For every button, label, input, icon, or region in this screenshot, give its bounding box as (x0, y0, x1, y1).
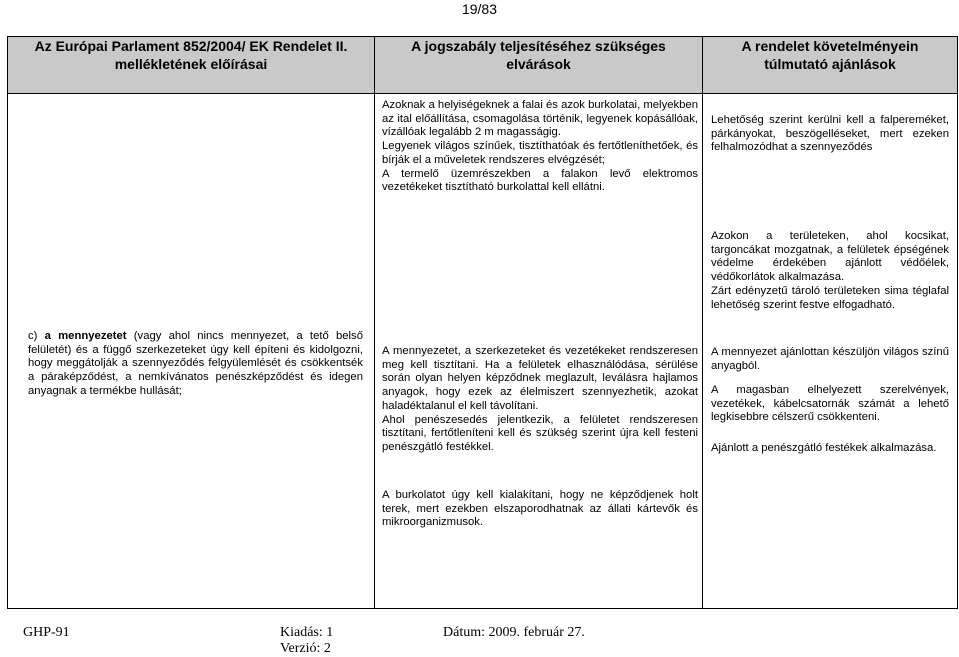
expectations-covering (382, 489, 698, 530)
recommendation-paragraph: Lehetőség szerint kerülni kell a falpereméket, párkányokat, beszögelléseket, mert ezeken felhalmozódhat a szennyeződés (711, 114, 949, 154)
regulation-text (28, 330, 363, 399)
regulation-cell (8, 94, 375, 609)
table-header-row (8, 37, 958, 94)
expectation-paragraph: Legyenek világos színűek, tisztíthatóak és fertőtleníthetőek, és bírják el a műveletek rendszeres elvégzését; (382, 140, 698, 166)
recommendations-cell (703, 94, 958, 609)
expectation-paragraph: A termelő üzemrészekben a falakon levő elektromos vezetékeket tisztítható burkolattal kell ellátni. (382, 167, 698, 194)
recommendation-text: Zárt edényzetű tároló területeken sima téglafal lehetőség szerint festve elfogadható. (711, 284, 949, 311)
expectation-paragraph: Azoknak a helyiségeknek a falai és azok burkolatai, melyekben az ital előállítása, csomagolása történik, legyenek kopásállóak, vízállóak legalább 2 m magasságig. (382, 99, 698, 139)
item-subject: a mennyezetet (44, 330, 127, 342)
recommendation-paragraph: A magasban elhelyezett szerelvények, vezetékek, kábelcsatornák számát a lehető legkisebbre célszerű csökkenteni. (711, 384, 949, 424)
header-cell-regulation (8, 37, 375, 94)
expectations-cell (375, 94, 703, 609)
table-row (8, 94, 958, 609)
recommendation-paragraph (711, 230, 949, 312)
item-text: (vagy ahol nincs mennyezet, a tető belső felületét) és a függő szerkezeteket úgy kell építeni és kidolgozni, hogy meggátolják a szennyeződés felgyülemlését és csökkentsék a páraképződést, a nemkívánatos penészképződést és idegen anyagnak a termékbe hullását; (28, 330, 363, 397)
footer-issue: Kiadás: 1 (280, 625, 334, 640)
page-number: 19/83 (461, 1, 498, 17)
requirements-table (7, 36, 958, 609)
expectation-paragraph: Ahol penészesedés jelentkezik, a felületet rendszeresen tisztítani, fertőtleníteni kell és szükség szerint újra kell festeni penészgátló festékkel. (382, 413, 698, 453)
footer-doc-code: GHP-91 (23, 625, 70, 640)
header-regulation: Az Európai Parlament 852/2004/ EK Rendelet II. mellékletének előírásai (34, 38, 348, 72)
item-prefix: c) (28, 330, 45, 342)
recommendation-text: Azokon a területeken, ahol kocsikat, targoncákat mozgatnak, a felületek épségének védelme érdekében ajánlott védőélek, védőkorlátok alkalmazása. (711, 230, 949, 284)
expectation-paragraph: A mennyezetet, a szerkezeteket és vezetékeket rendszeresen meg kell tisztítani. Ha a felületek elhasználódása, sérülése során olyan helyen képződnek meglazult, leválásra hajlamos anyagok, hogy ezek az élelmiszert szennyezhetik, azokat haladéktalanul el kell távolítani. (382, 345, 698, 412)
footer-date: Dátum: 2009. február 27. (443, 625, 585, 640)
header-recommendations: A rendelet követelményein túlmutató ajánlások (741, 38, 919, 72)
expectations-ceiling (382, 345, 698, 455)
header-cell-expectations (375, 37, 703, 94)
expectation-paragraph: A burkolatot úgy kell kialakítani, hogy ne képződjenek holt terek, mert ezekben elszaporodhatnak az állati kártevők és mikroorganizmusok. (382, 489, 698, 529)
expectations-walls (382, 99, 698, 195)
recommendation-paragraph: A mennyezet ajánlottan készüljön világos színű anyagból. (711, 346, 949, 372)
header-cell-recommendations (703, 37, 958, 94)
header-expectations: A jogszabály teljesítéséhez szükséges elvárások (411, 38, 666, 72)
footer-version: Verzió: 2 (280, 641, 331, 656)
recommendation-paragraph: Ajánlott a penészgátló festékek alkalmazása. (711, 442, 937, 454)
